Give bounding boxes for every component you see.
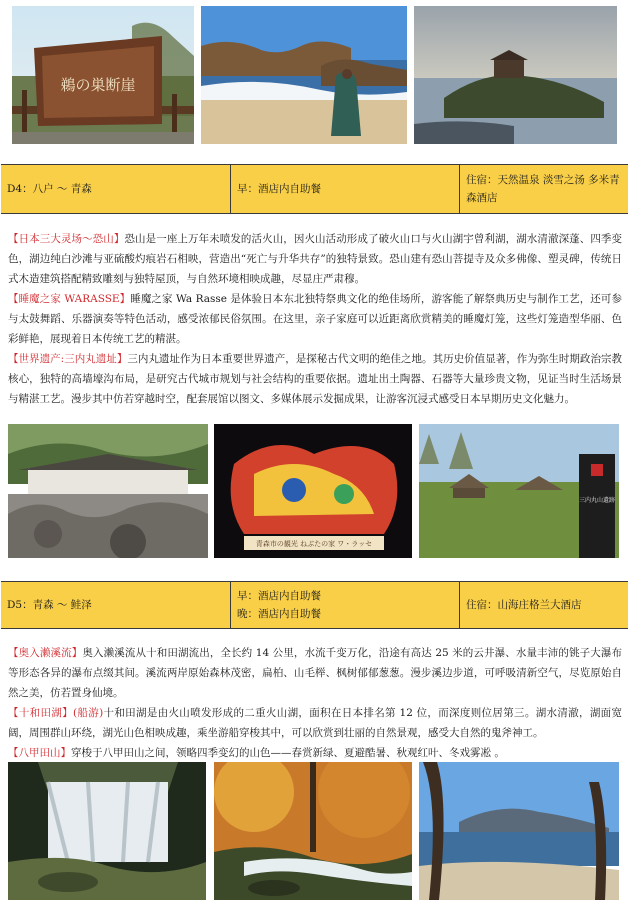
day4-stay [459, 165, 628, 213]
day4-route-text: D4：八户 ～ 青森 [7, 183, 92, 195]
day5-header [1, 581, 628, 629]
day4-stay-text: 住宿：天然温泉 淡雪之汤 多米青森酒店 [466, 174, 620, 204]
text-towada: 十和田湖是由火山喷发形成的二重火山湖，面积在日本排名第 12 位，而深度则位居第三。湖水清澈，湖面宽阔，周围群山环绕，湖光山色相映成趣，乘坐游船穿梭其中，可以欣赏到壮丽的自然景观，感受大自然的鬼斧神工。 [8, 707, 622, 739]
photo-island-shrine-coast [414, 6, 617, 144]
photo-beach-woman-rocks [201, 6, 407, 144]
photo-oirase-waterfall [8, 762, 206, 900]
day5-paragraph-oirase [8, 643, 622, 703]
day5-route [1, 582, 230, 628]
photo-sannai-maruyama-site [419, 424, 619, 558]
day4-description [8, 229, 622, 409]
day4-paragraph-sannai [8, 349, 622, 409]
photo-nebuta-lantern-float [214, 424, 412, 558]
day4-meals [230, 165, 459, 213]
day5-paragraph-towada [8, 703, 622, 743]
day5-meals-dinner: 晚：酒店内自助餐 [237, 608, 321, 620]
day5-stay [459, 582, 628, 628]
day5-meals-breakfast: 早：酒店内自助餐 [237, 590, 321, 602]
day4-meals-text: 早：酒店内自助餐 [237, 183, 321, 195]
photo-observation-deck-sign [12, 6, 194, 144]
text-oirase: 奥入濑溪流从十和田湖流出，全长约 14 公里，水流千变万化，沿途有高达 25 米的云井瀑、水量丰沛的铫子大瀑布等形态各异的瀑布点缀其间。溪流两岸原始森林茂密，扁柏、山毛榉、枫树郁郁葱葱。漫步溪边步道，可呼吸清新空气，尽览原始自然之美，仿若置身仙境。 [8, 647, 623, 699]
day5-stay-text: 住宿：山海庄格兰大酒店 [466, 599, 582, 611]
tag-oirase: 【奥入濑溪流】 [8, 647, 83, 659]
day4-paragraph-warasse [8, 289, 622, 349]
tag-towada-sub: (船游) [72, 707, 104, 719]
text-hakkoda: 穿梭于八甲田山之间，领略四季变幻的山色——春赏新绿、夏避酷暑、秋观红叶、冬戏雾凇 。 [71, 747, 505, 759]
photo-osorezan-temple [8, 424, 208, 558]
day5-paragraph-hakkoda [8, 743, 622, 763]
photo-row-1 [0, 4, 631, 146]
photo-autumn-stream [214, 762, 412, 900]
text-warasse: 睡魔之家 Wa Rasse 是体验日本东北独特祭典文化的绝佳场所，游客能了解祭典历史与制作工艺，还可参与太鼓舞蹈、乐器演奏等特色活动，感受浓郁民俗氛围。在这里，亲子家庭可以近距离欣赏精美的睡魔灯笼，这些灯笼造型华丽、色彩鲜艳，展现着日本传统工艺的精湛。 [8, 293, 622, 345]
tag-sannai: 【世界遗产:三内丸遗址】 [8, 353, 128, 365]
nebuta-caption: 青森市の観光 ねぶたの家 ワ・ラッセ [255, 540, 373, 548]
text-osorezan: 恐山是一座上万年未喷发的活火山，因火山活动形成了破火山口与火山湖宇曾利湖，湖水清澈深蓬、四季变色，湖边纯白沙滩与亚硫酸灼痕岩石相映，营造出“死亡与升华共存”的独特景致。恐山建有恐山菩提寺及众多佛像、塑灵碑，传统日式木造建筑搭配精致雕刻与独特屋顶，与自然环境相映成趣，尽显庄严肃穆。 [8, 233, 623, 285]
tag-towada: 【十和田湖】 [8, 707, 73, 719]
photo-row-2 [0, 422, 631, 560]
day4-header [1, 164, 628, 214]
day5-meals [230, 582, 459, 628]
day4-route [1, 165, 230, 213]
day4-paragraph-osorezan [8, 229, 622, 289]
text-sannai: 三内丸遗址作为日本重要世界遗产，是探秘古代文明的绝佳之地。其历史价值显著，作为弥生时期政治宗教核心，独特的高墙壕沟布局，是研究古代城市规划与社会结构的重要依据。遗址出土陶器、石器等大量珍贵文物，见证当时生活场景与精湛工艺。漫步其中仿若穿越时空，配套展馆以图文、多媒体展示发掘成果，让游客沉浸式感受日本早期历史文化魅力。 [8, 353, 622, 405]
photo-towada-lake-shore [419, 762, 619, 900]
sign-text: 鵜の巣断崖 [60, 76, 136, 94]
day5-route-text: D5：青森 ～ 鲑泽 [7, 599, 92, 611]
tag-osorezan: 【日本三大灵场～恐山】 [8, 233, 125, 245]
tag-hakkoda: 【八甲田山】 [8, 747, 71, 759]
tag-warasse: 【睡魔之家 WARASSE】 [8, 293, 131, 305]
sannai-sign-text: 三内丸山遺跡 [578, 497, 616, 504]
photo-row-3 [0, 762, 631, 902]
day5-description [8, 643, 622, 763]
